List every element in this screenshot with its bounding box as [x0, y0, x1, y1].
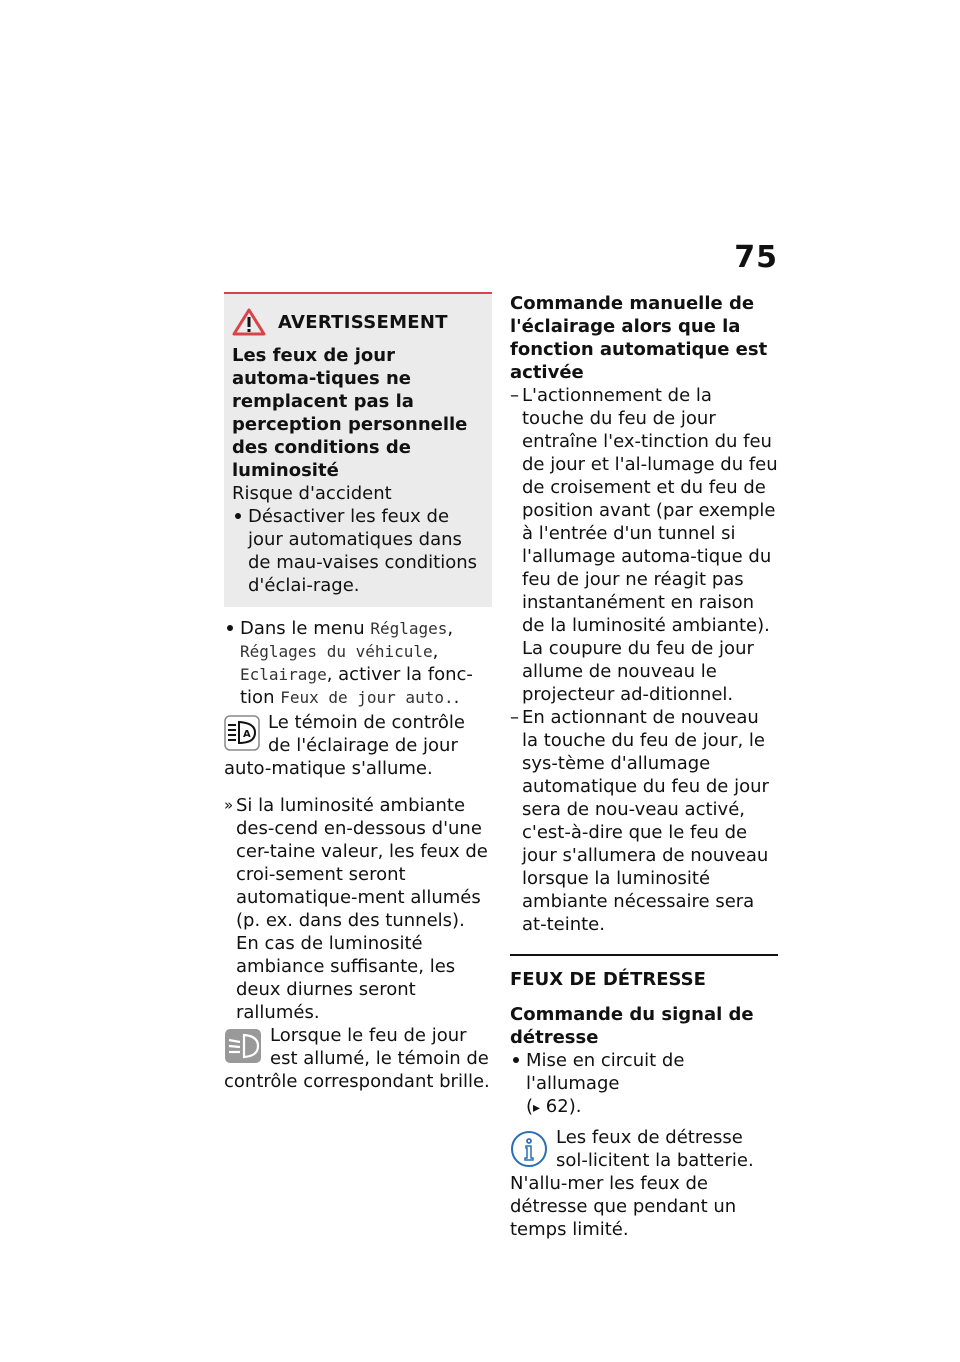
hazard-subheading: Commande du signal de détresse — [510, 1004, 754, 1048]
dash-item-1-text: L'actionnement de la touche du feu de jour entraîne l'ex-tinction du feu de jour et l'al-lumage du feu de croisement et du feu de position avant (par exemple à l'entrée d'un tunnel si l'allumage automa-tique du feu de jour ne réagit pas instantanément en raison de la luminosité ambiante). La coupure du feu de jour allume de nouveau le projecteur ad-ditionnel. — [522, 385, 778, 705]
section-title: FEUX DE DÉTRESSE — [510, 969, 706, 990]
result-text: Si la luminosité ambiante des-cend en-dessous d'une cer-taine valeur, les feux de croi-sement seront automatique-ment allumés (p. ex. dans des tunnels). En cas de luminosité ambiance suffisante, les deux diurnes seront rallumés. — [236, 795, 488, 1023]
svg-text:A: A — [243, 729, 251, 740]
auto-light-note-text: Le témoin de contrôle de l'éclairage de jour auto-matique s'allume. — [224, 712, 466, 779]
dash-item-1 — [510, 384, 778, 706]
menu-path-eclairage: Eclairage — [240, 665, 327, 684]
result-marker: » — [224, 796, 234, 814]
low-beam-note — [224, 1024, 492, 1093]
step-activate-auto-lights — [224, 617, 492, 709]
auto-daytime-light-icon — [224, 715, 260, 751]
dash-marker: – — [510, 707, 519, 728]
warning-bullet: Désactiver les feux de jour automatiques dans de mau-vaises conditions d'éclai-rage. — [232, 505, 484, 597]
warning-title: AVERTISSEMENT — [278, 311, 448, 333]
step-text: , activer la fonc-tion — [240, 664, 473, 708]
info-icon — [510, 1130, 548, 1168]
separator: , — [432, 641, 439, 662]
page-reference[interactable]: 62). — [545, 1096, 582, 1117]
warning-header — [232, 308, 484, 336]
separator: , — [447, 618, 454, 639]
dash-item-2 — [510, 706, 778, 936]
result-paragraph — [224, 794, 492, 1024]
menu-path-reglages: Réglages — [370, 619, 448, 638]
low-beam-note-text: Lorsque le feu de jour est allumé, le témoin de contrôle correspondant brille. — [224, 1025, 490, 1092]
left-column — [224, 292, 492, 1093]
auto-light-note — [224, 711, 492, 780]
warning-risk: Risque d'accident — [232, 483, 392, 504]
info-note — [510, 1126, 778, 1241]
page-number: 75 — [734, 240, 778, 275]
menu-item-feux-auto: Feux de jour auto. — [280, 688, 454, 707]
warning-heading: Les feux de jour automa-tiques ne remplacent pas la perception personnelle des conditions de luminosité — [232, 345, 468, 481]
dash-marker: – — [510, 385, 519, 406]
step-text: . — [453, 687, 460, 708]
page-reference-arrow-icon: ▸ — [533, 1100, 541, 1116]
menu-path-vehicule: Réglages du véhicule — [240, 642, 433, 661]
dash-item-2-text: En actionnant de nouveau la touche du feu de jour, le sys-tème d'allumage automatique du feu de jour sera de nou-veau activé, c'est-à-dire que le feu de jour s'allumera de nouveau lorsque la luminosité ambiante nécessaire sera at-teinte. — [522, 707, 769, 935]
manual-control-heading: Commande manuelle de l'éclairage alors que la fonction automatique est activée — [510, 293, 768, 383]
step-text: Dans le menu — [240, 618, 371, 639]
low-beam-icon — [224, 1028, 262, 1064]
info-note-text: Les feux de détresse sol-licitent la batterie. N'allu-mer les feux de détresse que pendant un temps limité. — [510, 1127, 754, 1240]
hazard-bullet-text: Mise en circuit de l'allumage — [526, 1050, 685, 1094]
ref-paren: ( — [526, 1096, 534, 1117]
warning-box — [224, 292, 492, 607]
section-divider — [510, 954, 778, 956]
right-column — [510, 292, 778, 1241]
warning-triangle-icon — [232, 308, 266, 336]
hazard-bullet — [510, 1049, 778, 1120]
